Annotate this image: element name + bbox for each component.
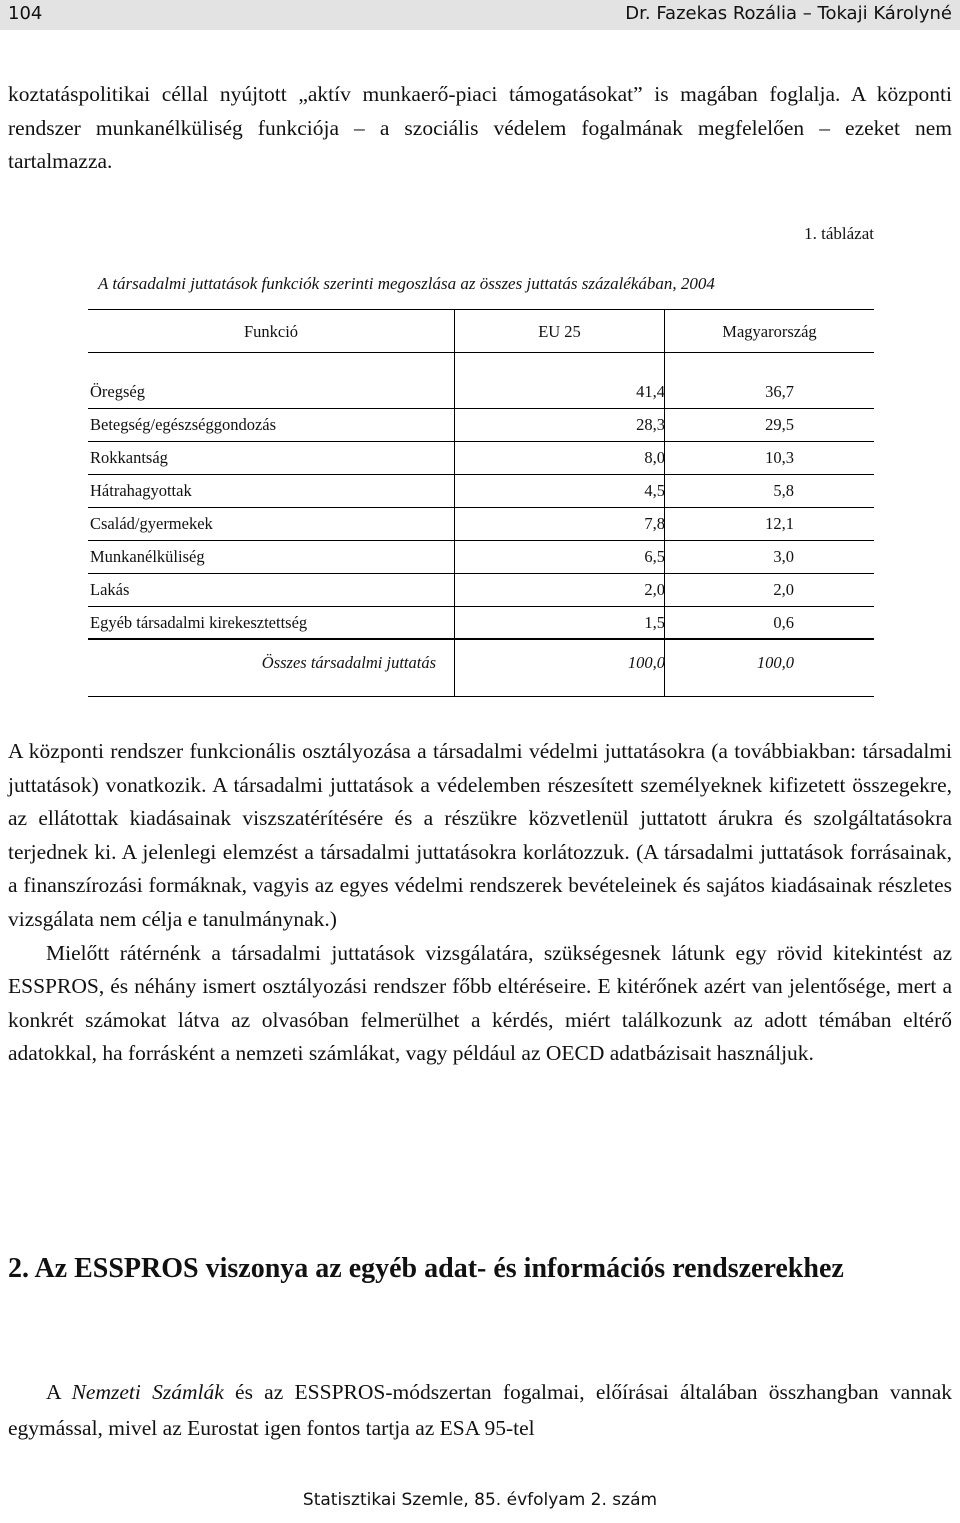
row-label: Lakás [90,580,130,599]
table-row [88,475,874,508]
body-paragraph: Mielőtt rátérnénk a társadalmi juttatások vizsgálatára, szükségesnek látunk egy rövid kitekintést az ESSPROS, és néhány ismert osztályozási rendszer főbb eltéréseire. E kitérőnek azért van jelentősége, mert a konkrét számokat látva az olvasóban felmerülhet a kérdés, miért találkozunk az adott témában eltérő adatokkal, ha forrásként a nemzeti számlákat, vagy például az OECD adatbázisait használjuk. [8,940,952,1066]
paragraph-text: A [46,1380,72,1404]
row-hungary-value: 0,6 [773,613,794,632]
page-number: 104 [8,3,43,24]
column-header-eu25: EU 25 [538,322,581,341]
total-hungary-value: 100,0 [756,653,794,672]
row-label: Rokkantság [90,448,168,467]
running-head-authors: Dr. Fazekas Rozália – Tokaji Károlyné [625,3,952,24]
total-label: Összes társadalmi juttatás [261,653,436,672]
row-rule [88,638,874,640]
column-header-hungary: Magyarország [722,322,817,341]
body-paragraph: A központi rendszer funkcionális osztályozása a társadalmi védelmi juttatásokra (a továbbiakban: társadalmi juttatások) vonatkozik. A társadalmi juttatások a védelemben részesített személyeknek kifizetett összegekre, az ellátottak kiadásainak viszszatérítésére és a részükre közvetlenül juttatott árukra és szolgáltatásokra terjednek ki. A jelenlegi elemzést a társadalmi juttatásokra korlátozzuk. (A társadalmi juttatások forrásainak, a finanszírozási formáknak, vagyis az egyes védelmi rendszerek bevételeinek és sajátos kiadásainak részletes vizsgálata nem célja e tanulmánynak.) [8,739,952,931]
table-label: 1. táblázat [804,224,874,243]
body-paragraph [8,1374,952,1446]
intro-paragraph: koztatáspolitikai céllal nyújtott „aktív munkaerő-piaci támogatásokat” is magában foglalja. A központi rendszer munkanélküliség funkciója – a szociális védelem fogalmának megfelelően – ezeket nem tartalmazza. [8,82,952,173]
page-header [0,0,960,30]
row-label: Család/gyermekek [90,514,213,533]
section-heading: 2. Az ESSPROS viszonya az egyéb adat- és információs rendszerekhez [8,1253,844,1284]
table-row [88,541,874,574]
row-eu25-value: 4,5 [644,481,665,500]
total-eu25-value: 100,0 [627,653,665,672]
row-label: Öregség [90,382,145,401]
paragraph-text: és az ESSPROS-módszertan fogalmai, előírásai általában összhangban vannak egymással, mivel az Eurostat igen fontos tartja az ESA 95-tel [8,1380,952,1440]
table-row [88,442,874,475]
italic-term: Nemzeti Számlák [71,1380,224,1404]
row-eu25-value: 7,8 [644,514,665,533]
body-section [8,735,952,1071]
row-eu25-value: 6,5 [644,547,665,566]
column-header-function: Funkció [243,322,299,341]
row-eu25-value: 1,5 [644,613,665,632]
table-row [88,409,874,442]
row-hungary-value: 5,8 [773,481,794,500]
table-total-row [88,646,874,696]
row-eu25-value: 2,0 [644,580,665,599]
row-label: Egyéb társadalmi kirekesztettség [90,613,308,632]
table-caption: A társadalmi juttatások funkciók szerinti megoszlása az összes juttatás százalékában, 2004 [98,274,715,293]
row-eu25-value: 8,0 [644,448,665,467]
page-footer: Statisztikai Szemle, 85. évfolyam 2. szám [302,1490,658,1510]
row-hungary-value: 10,3 [765,448,794,467]
row-hungary-value: 29,5 [765,415,794,434]
table-bottom-rule [88,696,874,697]
row-label: Hátrahagyottak [90,481,192,500]
row-eu25-value: 41,4 [636,382,665,401]
table-row [88,607,874,640]
row-hungary-value: 2,0 [773,580,794,599]
row-hungary-value: 36,7 [765,382,794,401]
table-top-rule [88,309,874,310]
table-header-rule [88,352,874,353]
row-hungary-value: 3,0 [773,547,794,566]
table-row [88,376,874,409]
row-eu25-value: 28,3 [636,415,665,434]
row-label: Munkanélküliség [90,547,205,566]
table-row [88,574,874,607]
row-label: Betegség/egészséggondozás [90,415,277,434]
table-row [88,508,874,541]
row-hungary-value: 12,1 [765,514,794,533]
